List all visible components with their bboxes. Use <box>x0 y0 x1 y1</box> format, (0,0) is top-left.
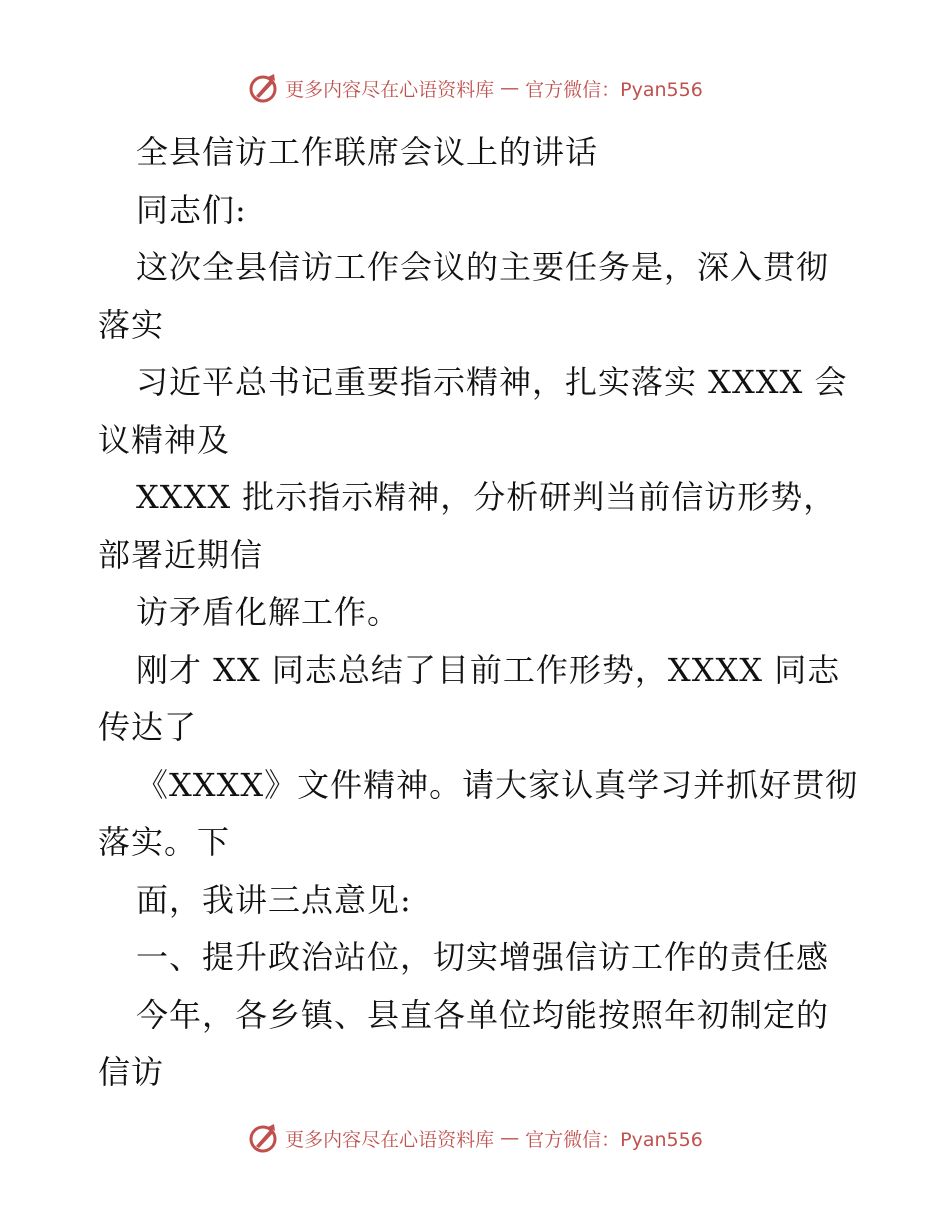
text-line: 议精神及 <box>98 420 231 459</box>
document-body <box>98 124 858 1102</box>
footer-watermark-banner <box>0 1122 950 1154</box>
banner-dash: — <box>500 77 520 99</box>
banner-wechat-text: 官方微信：Pyan556 <box>525 1128 703 1151</box>
banner-site-text: 更多内容尽在心语资料库 <box>285 78 495 101</box>
text-line: 面，我讲三点意见: <box>136 880 412 919</box>
text-line: 落实。下 <box>98 823 231 861</box>
header-watermark-banner <box>0 72 950 104</box>
salutation: 同志们: <box>136 190 247 229</box>
text-line: 习近平总书记重要指示精神，扎实落实 XXXX 会 <box>136 363 848 401</box>
document-title: 全县信访工作联席会议上的讲话 <box>136 133 599 171</box>
text-line: 刚才 XX 同志总结了目前工作形势，XXXX 同志 <box>136 650 841 689</box>
text-line: 传达了 <box>98 708 198 746</box>
text-line: 信访 <box>98 1053 165 1091</box>
quill-pen-logo-icon <box>247 1122 279 1154</box>
quill-pen-logo-icon <box>247 72 279 104</box>
text-line: 访矛盾化解工作。 <box>136 593 401 631</box>
text-line: 部署近期信 <box>98 535 264 574</box>
banner-site-text: 更多内容尽在心语资料库 <box>285 1128 495 1151</box>
text-line: 这次全县信访工作会议的主要任务是，深入贯彻 <box>136 248 830 286</box>
section-heading: 一、提升政治站位，切实增强信访工作的责任感 <box>136 938 830 976</box>
text-line: 落实 <box>98 305 165 344</box>
banner-wechat-text: 官方微信：Pyan556 <box>525 78 703 101</box>
text-line: XXXX 批示指示精神，分析研判当前信访形势， <box>136 478 837 516</box>
text-line: 《XXXX》文件精神。请大家认真学习并抓好贯彻 <box>136 765 859 804</box>
banner-dash: — <box>500 1127 520 1149</box>
text-line: 今年，各乡镇、县直各单位均能按照年初制定的 <box>136 995 830 1034</box>
